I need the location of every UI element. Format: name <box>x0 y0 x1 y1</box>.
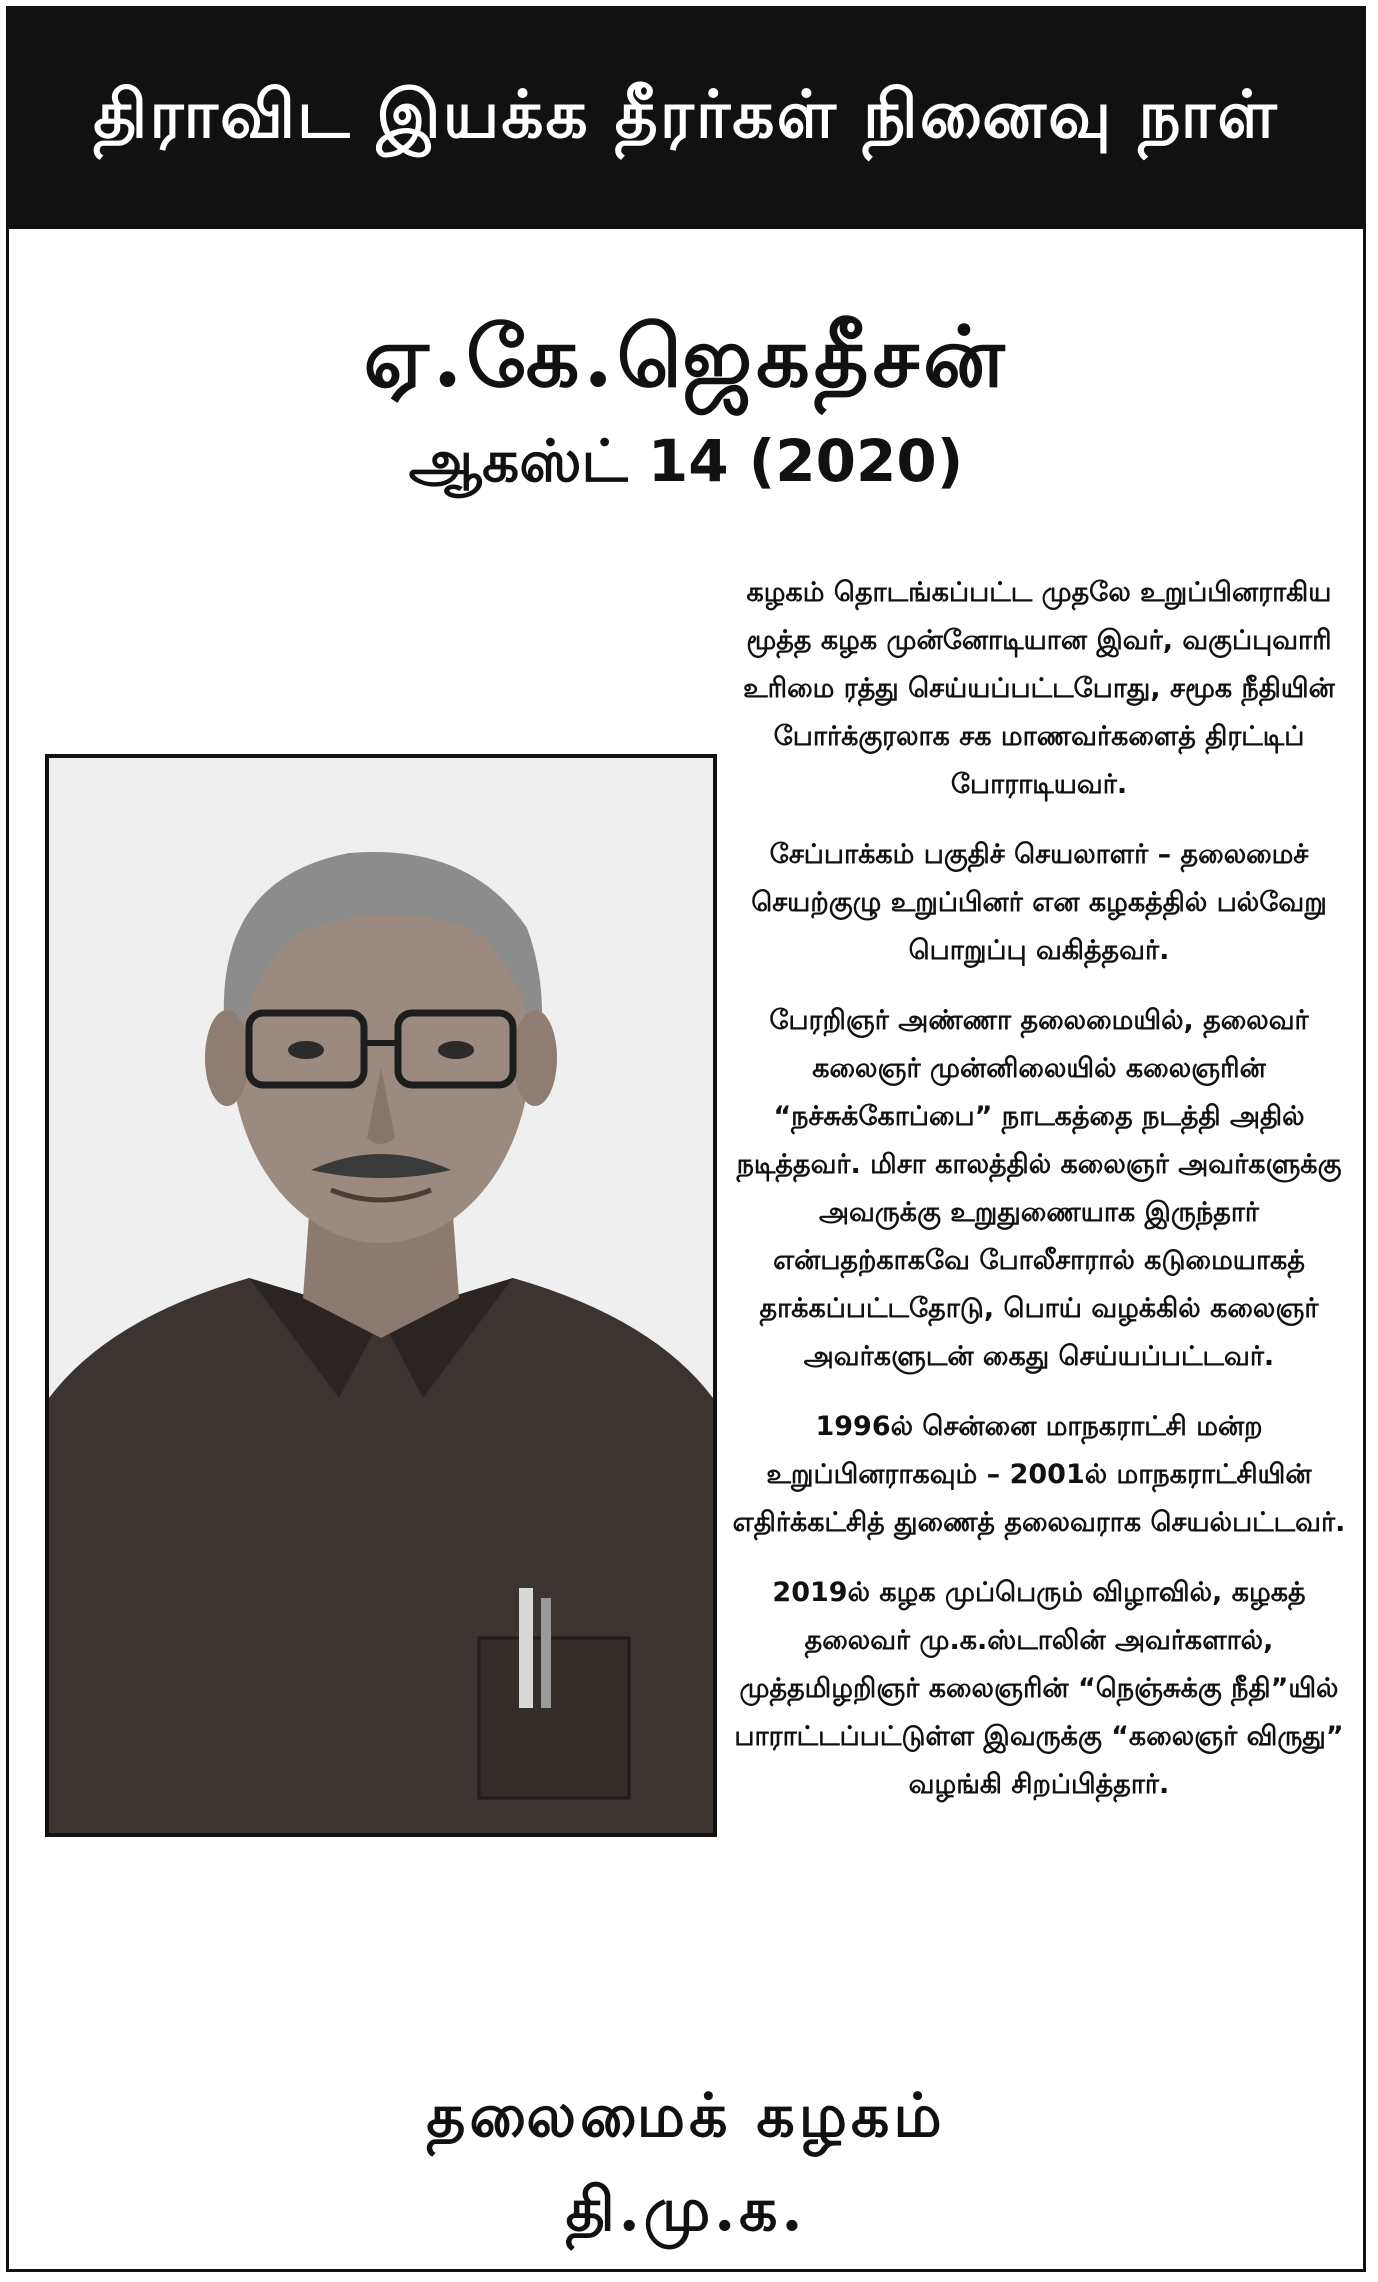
memorial-date: ஆகஸ்ட் 14 (2020) <box>408 427 964 495</box>
bio-paragraph: 2019ல் கழக முப்பெரும் விழாவில், கழகத் தலைவர் மு.க.ஸ்டாலின் அவர்களால், முத்தமிழறிஞர் கலைஞரின் “நெஞ்சுக்கு நீதி”யில் பாராட்டப்பட்டுள்ள இவருக்கு “கலைஞர் விருது” வழங்கி சிறப்பித்தார். <box>734 1577 1344 1800</box>
footer-party: தி.மு.க. <box>565 2175 807 2245</box>
biography <box>721 569 1357 1831</box>
banner <box>9 9 1363 229</box>
footer-organization: தலைமைக் கழகம் <box>426 2081 946 2151</box>
banner-title: திராவிட இயக்க தீரர்கள் நினைவு நாள் <box>93 76 1279 153</box>
bio-paragraph: 1996ல் சென்னை மாநகராட்சி மன்ற உறுப்பினராகவும் – 2001ல் மாநகராட்சியின் எதிர்க்கட்சித் துணைத் தலைவராக செயல்பட்டவர். <box>732 1411 1346 1538</box>
portrait-illustration <box>49 758 713 1833</box>
portrait-photo <box>45 754 717 1837</box>
bio-paragraph: சேப்பாக்கம் பகுதிச் செயலாளர் – தலைமைச் செயற்குழு உறுப்பினர் என கழகத்தில் பல்வேறு பொறுப்பு வகித்தவர். <box>751 839 1327 966</box>
bio-paragraph: கழகம் தொடங்கப்பட்ட முதலே உறுப்பினராகிய மூத்த கழக முன்னோடியான இவர், வகுப்புவாரி உரிமை ரத்து செய்யப்பட்டபோது, சமூக நீதியின் போர்க்குரலாக சக மாணவர்களைத் திரட்டிப் போராடியவர். <box>743 577 1335 800</box>
tribute-poster <box>6 6 1366 2272</box>
person-name: ஏ.கே.ஜெகதீசன் <box>363 307 1009 406</box>
bio-paragraph: பேரறிஞர் அண்ணா தலைமையில், தலைவர் கலைஞர் முன்னிலையில் கலைஞரின் “நச்சுக்கோப்பை” நாடகத்தை நடத்தி அதில் நடித்தவர். மிசா காலத்தில் கலைஞர் அவர்களுக்கு அவருக்கு உறுதுணையாக இருந்தார் என்பதற்காகவே போலீசாரால் கடுமையாகத் தாக்கப்பட்டதோடு, பொய் வழக்கில் கலைஞர் அவர்களுடன் கைது செய்யப்பட்டவர். <box>736 1005 1342 1372</box>
